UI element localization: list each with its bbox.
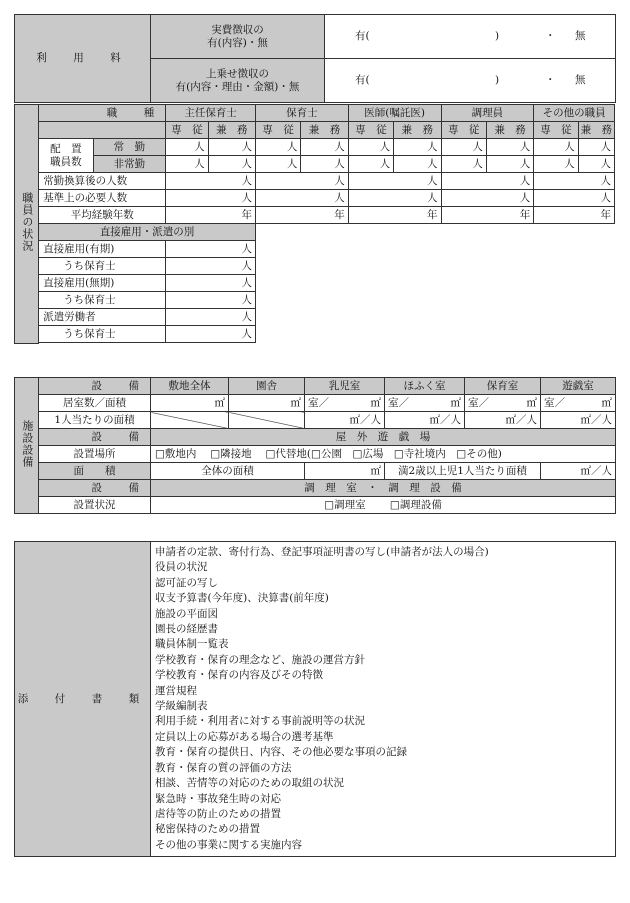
count-cell[interactable]: 人 [166, 275, 256, 292]
count-cell[interactable]: 人 [166, 139, 208, 156]
extra-fee-label: 上乗せ徴収の 有(内容・理由・金額)・無 [151, 59, 325, 103]
list-item: 学級編制表 [155, 700, 208, 713]
list-item: 秘密保持のための措置 [155, 823, 260, 836]
required-label: 基準上の必要人数 [39, 190, 166, 207]
employ-row-label: うち保育士 [39, 258, 166, 275]
part-label: 兼 務 [394, 122, 441, 139]
facility-section-label: 施設設備 [15, 378, 39, 514]
equip-label: 設 備 [39, 429, 151, 446]
per-child-cell[interactable]: ㎡／人 [385, 412, 465, 429]
count-cell[interactable]: 人 [348, 173, 441, 190]
list-item: 申請者の定款、寄付行為、登記事項証明書の写し(申請者が法人の場合) [155, 546, 489, 558]
rooms-area-cell[interactable]: 室／ ㎡ [305, 395, 385, 412]
count-cell[interactable]: 人 [166, 309, 256, 326]
employ-row-label: うち保育士 [39, 292, 166, 309]
count-cell[interactable]: 人 [166, 258, 256, 275]
over2-label: 満2歳以上児1人当たり面積 [385, 463, 541, 480]
none-option: 無 [575, 74, 586, 87]
room-crawling: ほふく室 [385, 378, 465, 395]
per-child-cell[interactable]: ㎡／人 [465, 412, 541, 429]
job-header: 職 種 [39, 105, 166, 122]
count-cell[interactable]: 人 [348, 156, 393, 173]
extra-fee-value[interactable] [325, 59, 616, 103]
part-label: 兼 務 [486, 122, 533, 139]
list-item: 緊急時・事故発生時の対応 [155, 792, 281, 805]
list-item: 教育・保育の提供日、内容、その他必要な事項の記録 [155, 746, 407, 759]
per-child-label: 1人当たりの面積 [39, 412, 151, 429]
count-cell[interactable]: 人 [534, 173, 615, 190]
count-cell[interactable]: 人 [166, 241, 256, 258]
cooking-options[interactable]: □調理室 □調理設備 [151, 497, 616, 514]
count-cell[interactable]: 人 [301, 139, 348, 156]
list-item: 役員の状況 [155, 561, 208, 574]
count-cell[interactable]: 人 [208, 156, 255, 173]
count-cell[interactable]: 人 [348, 190, 441, 207]
equip-label: 設 備 [39, 480, 151, 497]
room-playroom: 遊戯室 [541, 378, 616, 395]
employ-row-label: 派遣労働者 [39, 309, 166, 326]
list-item: 虐待等の防止のための措置 [155, 807, 281, 820]
job-cook: 調理員 [441, 105, 534, 122]
over2-area-cell[interactable]: ㎡／人 [541, 463, 616, 480]
avg-years-label: 平均経験年数 [39, 207, 166, 224]
diagonal-cell [151, 412, 229, 429]
install-label: 設置状況 [39, 497, 151, 514]
full-label: 専 従 [166, 122, 208, 139]
count-cell[interactable]: 人 [255, 139, 300, 156]
blank-area [255, 224, 614, 344]
list-item: 園長の経歴書 [155, 623, 218, 636]
list-item: 教育・保育の質の評価の方法 [155, 761, 292, 774]
count-cell[interactable]: 人 [394, 139, 441, 156]
count-cell[interactable]: 人 [301, 156, 348, 173]
count-cell[interactable]: 人 [534, 190, 615, 207]
list-item: 利用手続・利用者に対する事前説明等の状況 [155, 715, 365, 728]
attachments-table [14, 541, 616, 857]
room-site: 敷地全体 [151, 378, 229, 395]
attachments-label: 添 付 書 類 [15, 542, 151, 857]
full-label: 専 従 [534, 122, 578, 139]
yes-open: 有( [355, 74, 370, 87]
full-label: 専 従 [255, 122, 300, 139]
room-nursery: 保育室 [465, 378, 541, 395]
count-cell[interactable]: 人 [255, 156, 300, 173]
count-cell[interactable]: 人 [208, 139, 255, 156]
count-cell[interactable]: 人 [348, 139, 393, 156]
room-building: 園舎 [229, 378, 305, 395]
facility-table [14, 377, 616, 514]
blank-cell [39, 122, 166, 139]
count-cell[interactable]: 人 [166, 292, 256, 309]
part-label: 兼 務 [578, 122, 614, 139]
list-item: 学校教育・保育の内容及びその特徴 [155, 669, 323, 682]
count-cell[interactable]: 人 [486, 139, 533, 156]
room-infant: 乳児室 [305, 378, 385, 395]
job-nurse: 保育士 [255, 105, 348, 122]
total-area-label: 全体の面積 [151, 463, 305, 480]
job-other: その他の職員 [534, 105, 615, 122]
location-options[interactable]: □敷地内 □隣接地 □代替地(□公園 □広場 □寺社境内 □その他) [151, 446, 616, 463]
diagonal-cell [229, 412, 305, 429]
none-option: 無 [575, 30, 586, 43]
years-cell[interactable]: 年 [166, 207, 256, 224]
area-label: 面 積 [39, 463, 151, 480]
count-cell[interactable]: 人 [534, 139, 578, 156]
cooking-title: 調 理 室 ・ 調 理 設 備 [151, 480, 616, 497]
fee-table [14, 14, 616, 103]
count-cell[interactable]: 人 [486, 156, 533, 173]
count-cell[interactable]: 人 [394, 156, 441, 173]
parttime-label: 非常勤 [93, 156, 166, 173]
list-item: 学校教育・保育の理念など、施設の運営方針 [155, 653, 365, 666]
yes-close: ) [495, 30, 500, 43]
location-label: 設置場所 [39, 446, 151, 463]
employ-row-label: 直接雇用(有期) [39, 241, 166, 258]
count-cell[interactable]: 人 [578, 156, 614, 173]
total-area-cell[interactable]: ㎡ [305, 463, 385, 480]
rooms-area-cell[interactable]: 室／ ㎡ [465, 395, 541, 412]
outdoor-title: 屋 外 遊 戯 場 [151, 429, 616, 446]
list-item: 運営規程 [155, 684, 197, 697]
list-item: 定員以上の応募がある場合の選考基準 [155, 730, 334, 743]
fee-label: 利 用 料 [15, 15, 151, 103]
list-item: 認可証の写し [155, 576, 218, 589]
full-label: 専 従 [348, 122, 393, 139]
rooms-area-label: 居室数／面積 [39, 395, 151, 412]
list-item: 収支予算書(今年度)、決算書(前年度) [155, 592, 329, 605]
count-cell[interactable]: 人 [255, 173, 348, 190]
area-cell[interactable]: ㎡ [229, 395, 305, 412]
employ-row-label: 直接雇用(無期) [39, 275, 166, 292]
count-cell[interactable]: 人 [441, 190, 534, 207]
per-child-cell[interactable]: ㎡／人 [541, 412, 616, 429]
count-cell[interactable]: 人 [255, 190, 348, 207]
rooms-area-cell[interactable]: 室／ ㎡ [385, 395, 465, 412]
actual-fee-label: 実費徴収の 有(内容)・無 [151, 15, 325, 59]
count-cell[interactable]: 人 [166, 173, 256, 190]
job-head-nurse: 主任保育士 [166, 105, 256, 122]
rooms-area-cell[interactable]: 室／ ㎡ [541, 395, 616, 412]
years-cell[interactable]: 年 [255, 207, 348, 224]
count-cell[interactable]: 人 [166, 190, 256, 207]
staff-section-label: 職員の状況 [15, 105, 39, 344]
part-label: 兼 務 [301, 122, 348, 139]
years-cell[interactable]: 年 [348, 207, 441, 224]
count-cell[interactable]: 人 [441, 156, 486, 173]
alloc-label: 配 置 職員数 [39, 139, 93, 173]
equip-label: 設 備 [39, 378, 151, 395]
full-label: 専 従 [441, 122, 486, 139]
list-item: その他の事業に関する実施内容 [155, 838, 302, 851]
part-label: 兼 務 [208, 122, 255, 139]
converted-label: 常勤換算後の人数 [39, 173, 166, 190]
count-cell[interactable]: 人 [534, 156, 578, 173]
list-item: 相談、苦情等の対応のための取組の状況 [155, 777, 344, 790]
job-doctor: 医師(嘱託医) [348, 105, 441, 122]
years-cell[interactable]: 年 [534, 207, 615, 224]
count-cell[interactable]: 人 [441, 173, 534, 190]
employ-header: 直接雇用・派遣の別 [39, 224, 256, 241]
count-cell[interactable]: 人 [166, 156, 208, 173]
staff-table [14, 104, 615, 344]
count-cell[interactable]: 人 [578, 139, 614, 156]
separator-dot: ・ [545, 74, 556, 87]
separator-dot: ・ [545, 30, 556, 43]
yes-open: 有( [355, 30, 370, 43]
years-cell[interactable]: 年 [441, 207, 534, 224]
employ-row-label: うち保育士 [39, 326, 166, 343]
list-item: 職員体制一覧表 [155, 638, 229, 651]
attachments-list [151, 542, 616, 857]
count-cell[interactable]: 人 [441, 139, 486, 156]
fulltime-label: 常 勤 [93, 139, 166, 156]
count-cell[interactable]: 人 [166, 326, 256, 343]
list-item: 施設の平面図 [155, 607, 218, 620]
actual-fee-value[interactable] [325, 15, 616, 59]
yes-close: ) [495, 74, 500, 87]
per-child-cell[interactable]: ㎡／人 [305, 412, 385, 429]
area-cell[interactable]: ㎡ [151, 395, 229, 412]
